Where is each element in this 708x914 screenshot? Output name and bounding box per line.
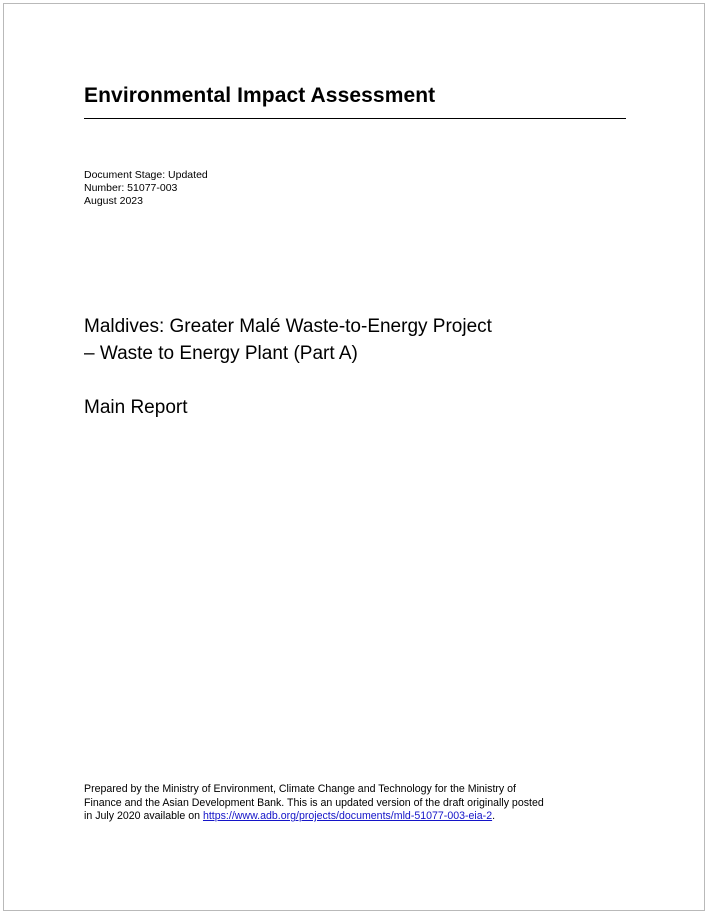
footer-line-3-prefix: in July 2020 available on [84, 810, 203, 823]
document-stage: Document Stage: Updated [84, 169, 208, 181]
project-title-line-2: – Waste to Energy Plant (Part A) [84, 343, 358, 364]
page-title: Environmental Impact Assessment [84, 83, 626, 119]
document-date: August 2023 [84, 195, 143, 208]
footer-note [84, 783, 626, 824]
page-content [84, 0, 626, 914]
project-title-line-1: Maldives: Greater Malé Waste-to-Energy Project [84, 316, 492, 337]
footer-line-3-suffix: . [492, 810, 496, 823]
section-title: Main Report [84, 397, 188, 418]
footer-line-1: Prepared by the Ministry of Environment, Climate Change and Technology for the Ministry of [84, 783, 517, 795]
document-number: Number: 51077-003 [84, 182, 178, 195]
adb-project-link[interactable]: https://www.adb.org/projects/documents/mld-51077-003-eia-2 [202, 810, 493, 823]
footer-line-3 [84, 810, 626, 824]
footer-line-2: Finance and the Asian Development Bank. This is an updated version of the draft originally posted [84, 796, 544, 809]
project-title [84, 313, 614, 367]
document-metadata [84, 169, 464, 209]
